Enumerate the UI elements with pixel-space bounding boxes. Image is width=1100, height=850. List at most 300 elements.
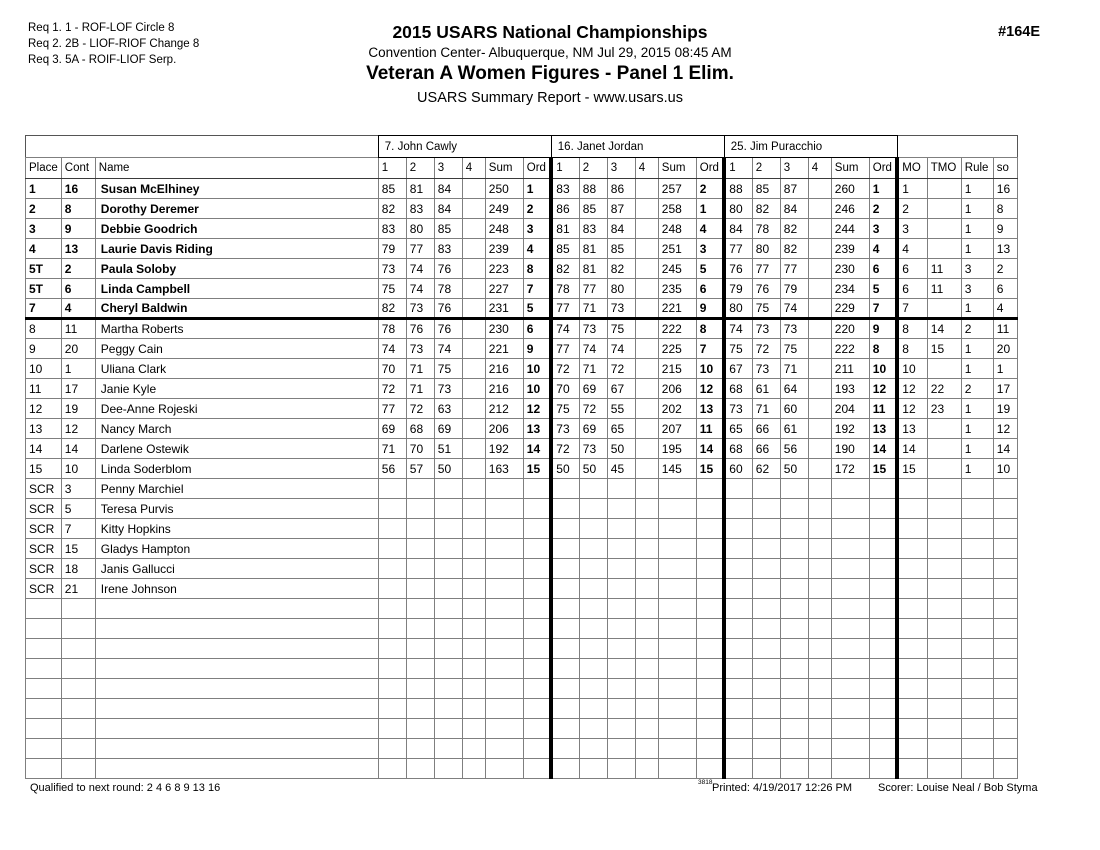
form-code: 3818 [698,779,713,786]
so-cell [993,539,1017,559]
score-cell-j2-1: 72 [551,439,579,459]
score-cell-j2-2 [579,659,607,679]
score-cell-j3-4 [808,399,831,419]
score-cell-j3-6: 7 [869,299,897,319]
score-cell-j3-3 [780,619,808,639]
score-cell-j3-3: 60 [780,399,808,419]
score-cell-j1-6: 10 [523,359,551,379]
table-row [26,239,1018,259]
score-cell-j1-5: 250 [485,179,523,199]
table-row [26,299,1018,319]
name-cell: Kitty Hopkins [95,519,378,539]
score-cell-j1-1 [378,499,406,519]
score-cell-j1-1: 83 [378,219,406,239]
score-cell-j1-6: 14 [523,439,551,459]
score-cell-j3-2: 61 [752,379,780,399]
score-cell-j2-1 [551,759,579,779]
so-cell [993,619,1017,639]
score-cell-j3-6: 6 [869,259,897,279]
score-cell-j3-5 [831,739,869,759]
tmo-cell [927,359,961,379]
mo-cell: 10 [897,359,927,379]
table-row [26,639,1018,659]
score-cell-j3-4 [808,699,831,719]
so-cell: 12 [993,419,1017,439]
score-cell-j3-2: 66 [752,419,780,439]
rule-cell [961,479,993,499]
name-cell [95,599,378,619]
rule-cell: 3 [961,279,993,299]
qualified-note: Qualified to next round: 2 4 6 8 9 13 16 [30,782,221,794]
score-cell-j1-4 [462,579,485,599]
place-cell: 4 [26,239,62,259]
score-cell-j3-6: 10 [869,359,897,379]
score-cell-j3-6 [869,699,897,719]
score-cell-j2-1: 50 [551,459,579,479]
so-cell: 11 [993,319,1017,339]
score-cell-j3-6: 12 [869,379,897,399]
score-cell-j2-1 [551,539,579,559]
place-cell: SCR [26,579,62,599]
score-cell-j1-3 [434,539,462,559]
score-cell-j3-1: 75 [724,339,752,359]
score-cell-j2-6: 9 [696,299,724,319]
score-cell-j1-3: 73 [434,379,462,399]
score-cell-j3-2: 76 [752,279,780,299]
score-cell-j1-6: 4 [523,239,551,259]
score-cell-j2-1: 75 [551,399,579,419]
score-cell-j3-1: 73 [724,399,752,419]
score-cell-j3-4 [808,519,831,539]
tmo-cell: 11 [927,259,961,279]
col-header-j1-2: 2 [406,158,434,179]
score-cell-j2-3 [607,639,635,659]
score-cell-j2-4 [635,739,658,759]
score-cell-j1-6: 7 [523,279,551,299]
cont-cell: 21 [61,579,95,599]
score-cell-j1-1: 75 [378,279,406,299]
score-cell-j3-4 [808,659,831,679]
score-cell-j2-3 [607,699,635,719]
name-cell: Debbie Goodrich [95,219,378,239]
score-cell-j2-3: 72 [607,359,635,379]
score-cell-j3-4 [808,359,831,379]
judge-name-3: 25. Jim Puracchio [724,136,897,158]
score-cell-j1-5: 221 [485,339,523,359]
so-cell: 8 [993,199,1017,219]
score-cell-j3-6: 13 [869,419,897,439]
requirement-line-3: Req 3. 5A - ROIF-LIOF Serp. [28,54,177,66]
score-cell-j3-4 [808,299,831,319]
score-cell-j1-2 [406,639,434,659]
score-cell-j1-5 [485,639,523,659]
score-cell-j2-6: 5 [696,259,724,279]
score-cell-j1-1 [378,679,406,699]
tmo-cell [927,299,961,319]
score-cell-j1-2 [406,539,434,559]
score-cell-j1-6: 12 [523,399,551,419]
score-cell-j1-1 [378,519,406,539]
tmo-cell [927,479,961,499]
score-cell-j2-1: 85 [551,239,579,259]
score-cell-j3-6: 11 [869,399,897,419]
requirement-line-1: Req 1. 1 - ROF-LOF Circle 8 [28,22,175,34]
score-cell-j2-3: 80 [607,279,635,299]
score-cell-j2-5: 145 [658,459,696,479]
name-cell: Linda Campbell [95,279,378,299]
score-cell-j3-2: 73 [752,359,780,379]
score-cell-j2-3 [607,539,635,559]
score-cell-j3-2 [752,539,780,559]
score-cell-j2-3 [607,739,635,759]
score-cell-j2-1: 70 [551,379,579,399]
table-row [26,459,1018,479]
score-cell-j1-5: 216 [485,359,523,379]
score-cell-j2-5: 222 [658,319,696,339]
score-cell-j3-3: 87 [780,179,808,199]
score-cell-j3-6 [869,579,897,599]
score-cell-j2-6: 4 [696,219,724,239]
score-cell-j3-3 [780,739,808,759]
score-cell-j2-5: 207 [658,419,696,439]
table-row [26,479,1018,499]
score-cell-j3-5 [831,619,869,639]
score-cell-j3-5: 229 [831,299,869,319]
name-cell [95,739,378,759]
tmo-cell [927,499,961,519]
score-cell-j3-5: 204 [831,399,869,419]
mo-cell: 4 [897,239,927,259]
score-cell-j2-2: 69 [579,419,607,439]
name-cell: Janis Gallucci [95,559,378,579]
score-cell-j3-5: 220 [831,319,869,339]
rule-cell: 1 [961,439,993,459]
score-cell-j1-5: 249 [485,199,523,219]
score-cell-j3-6 [869,739,897,759]
score-cell-j2-6 [696,579,724,599]
score-cell-j1-3 [434,739,462,759]
cont-cell: 11 [61,319,95,339]
score-cell-j3-4 [808,319,831,339]
score-cell-j1-2: 83 [406,199,434,219]
score-cell-j2-4 [635,499,658,519]
score-cell-j3-3: 64 [780,379,808,399]
score-cell-j3-2 [752,719,780,739]
requirement-line-2: Req 2. 2B - LIOF-RIOF Change 8 [28,38,200,50]
score-cell-j1-5 [485,759,523,779]
name-cell [95,619,378,639]
cont-cell: 5 [61,499,95,519]
tmo-cell [927,639,961,659]
score-cell-j2-4 [635,579,658,599]
so-cell: 13 [993,239,1017,259]
score-cell-j2-3: 82 [607,259,635,279]
score-cell-j2-1 [551,599,579,619]
score-cell-j3-5 [831,599,869,619]
rule-cell: 1 [961,459,993,479]
place-cell: 5T [26,259,62,279]
score-cell-j1-5: 231 [485,299,523,319]
table-row [26,319,1018,339]
tmo-cell [927,599,961,619]
score-cell-j3-4 [808,279,831,299]
so-cell [993,559,1017,579]
score-cell-j2-1: 83 [551,179,579,199]
score-cell-j3-4 [808,179,831,199]
rule-cell: 1 [961,239,993,259]
score-cell-j3-2 [752,759,780,779]
mo-cell [897,499,927,519]
score-cell-j3-4 [808,639,831,659]
score-cell-j1-1: 79 [378,239,406,259]
col-header-j3-3: 3 [780,158,808,179]
score-cell-j2-6 [696,759,724,779]
place-cell: SCR [26,559,62,579]
mo-cell [897,679,927,699]
rule-cell [961,579,993,599]
score-cell-j2-1: 81 [551,219,579,239]
score-cell-j3-2 [752,659,780,679]
cont-cell: 16 [61,179,95,199]
score-cell-j3-2: 80 [752,239,780,259]
cont-cell: 3 [61,479,95,499]
score-cell-j3-2: 75 [752,299,780,319]
score-cell-j2-3 [607,579,635,599]
so-cell: 6 [993,279,1017,299]
score-cell-j3-5 [831,699,869,719]
col-header-j2-3: 3 [607,158,635,179]
score-cell-j3-5: 190 [831,439,869,459]
name-cell: Martha Roberts [95,319,378,339]
score-cell-j2-2: 73 [579,439,607,459]
place-cell [26,639,62,659]
score-cell-j2-5 [658,539,696,559]
score-cell-j3-6 [869,639,897,659]
score-cell-j1-6: 5 [523,299,551,319]
score-cell-j1-3 [434,599,462,619]
score-cell-j1-6: 9 [523,339,551,359]
mo-cell: 12 [897,379,927,399]
score-cell-j1-4 [462,599,485,619]
score-cell-j3-4 [808,219,831,239]
place-cell: SCR [26,519,62,539]
judge-row-spacer-left [26,136,379,158]
score-cell-j1-2: 68 [406,419,434,439]
score-cell-j3-3 [780,539,808,559]
score-cell-j3-5 [831,499,869,519]
score-cell-j3-3: 84 [780,199,808,219]
place-cell [26,659,62,679]
score-cell-j2-5: 215 [658,359,696,379]
score-cell-j1-1 [378,639,406,659]
score-cell-j2-6 [696,659,724,679]
score-cell-j3-3: 74 [780,299,808,319]
so-cell [993,579,1017,599]
rule-cell [961,679,993,699]
score-cell-j2-4 [635,699,658,719]
col-header-j1-sum: Sum [485,158,523,179]
rule-cell: 1 [961,339,993,359]
name-cell [95,639,378,659]
so-cell [993,679,1017,699]
tmo-cell [927,459,961,479]
score-cell-j3-4 [808,379,831,399]
rule-cell: 2 [961,319,993,339]
score-cell-j1-4 [462,619,485,639]
score-cell-j3-5 [831,559,869,579]
score-cell-j2-3 [607,499,635,519]
score-cell-j1-2: 71 [406,359,434,379]
score-cell-j2-2: 50 [579,459,607,479]
score-cell-j2-4 [635,419,658,439]
score-cell-j3-5 [831,639,869,659]
name-cell [95,699,378,719]
score-cell-j1-6 [523,659,551,679]
col-header-j3-1: 1 [724,158,752,179]
tmo-cell [927,539,961,559]
score-cell-j1-1 [378,739,406,759]
place-cell: 13 [26,419,62,439]
score-cell-j3-3: 82 [780,219,808,239]
score-cell-j1-5 [485,719,523,739]
score-cell-j2-1 [551,479,579,499]
score-cell-j1-1 [378,619,406,639]
score-cell-j3-1 [724,739,752,759]
score-cell-j3-4 [808,759,831,779]
cont-cell [61,679,95,699]
score-cell-j1-1: 73 [378,259,406,279]
score-cell-j2-4 [635,239,658,259]
table-row [26,499,1018,519]
score-cell-j3-2 [752,519,780,539]
score-cell-j1-5: 223 [485,259,523,279]
place-cell: SCR [26,499,62,519]
score-cell-j1-2: 73 [406,339,434,359]
score-cell-j3-5 [831,759,869,779]
score-cell-j1-3: 85 [434,219,462,239]
score-cell-j3-6 [869,559,897,579]
results-table [25,135,1018,779]
place-cell: SCR [26,479,62,499]
score-cell-j1-5: 163 [485,459,523,479]
score-cell-j2-2: 83 [579,219,607,239]
tmo-cell [927,179,961,199]
name-cell [95,679,378,699]
score-cell-j2-6: 15 [696,459,724,479]
name-cell [95,719,378,739]
score-cell-j3-5: 230 [831,259,869,279]
name-cell: Dee-Anne Rojeski [95,399,378,419]
place-cell [26,679,62,699]
score-cell-j2-2 [579,699,607,719]
score-cell-j2-4 [635,619,658,639]
mo-cell: 12 [897,399,927,419]
score-cell-j3-2 [752,699,780,719]
score-cell-j2-2 [579,479,607,499]
place-cell [26,739,62,759]
table-row [26,199,1018,219]
score-cell-j2-2: 77 [579,279,607,299]
score-cell-j3-2: 85 [752,179,780,199]
score-cell-j2-5: 195 [658,439,696,459]
score-cell-j3-2: 73 [752,319,780,339]
tmo-cell [927,419,961,439]
score-cell-j2-5: 257 [658,179,696,199]
score-cell-j2-6: 3 [696,239,724,259]
score-cell-j2-5: 206 [658,379,696,399]
score-cell-j3-5 [831,659,869,679]
score-cell-j2-4 [635,319,658,339]
venue-date-line: Convention Center- Albuquerque, NM Jul 29, 2015 08:45 AM [368,45,732,60]
score-cell-j3-4 [808,579,831,599]
rule-cell: 1 [961,179,993,199]
name-cell: Peggy Cain [95,339,378,359]
score-cell-j3-2 [752,559,780,579]
rule-cell: 1 [961,399,993,419]
score-cell-j1-2: 77 [406,239,434,259]
score-cell-j1-5 [485,739,523,759]
cont-cell [61,639,95,659]
col-header-j3-ord: Ord [869,158,897,179]
cont-cell: 18 [61,559,95,579]
score-cell-j1-1: 78 [378,319,406,339]
score-cell-j2-4 [635,479,658,499]
score-cell-j3-1 [724,699,752,719]
score-cell-j1-1: 70 [378,359,406,379]
name-cell: Laurie Davis Riding [95,239,378,259]
score-cell-j3-5 [831,519,869,539]
cont-cell: 7 [61,519,95,539]
score-cell-j1-3 [434,679,462,699]
cont-cell: 13 [61,239,95,259]
rule-cell: 1 [961,359,993,379]
score-cell-j3-6 [869,719,897,739]
score-cell-j2-4 [635,659,658,679]
col-header-j2-1: 1 [551,158,579,179]
so-cell [993,739,1017,759]
score-cell-j1-2 [406,759,434,779]
tmo-cell [927,219,961,239]
rule-cell: 1 [961,419,993,439]
score-cell-j2-3: 86 [607,179,635,199]
score-cell-j1-3 [434,519,462,539]
table-row [26,379,1018,399]
score-cell-j1-4 [462,479,485,499]
score-cell-j3-4 [808,459,831,479]
score-cell-j1-2: 70 [406,439,434,459]
tmo-cell [927,679,961,699]
score-cell-j3-4 [808,439,831,459]
name-cell: Irene Johnson [95,579,378,599]
place-cell: 11 [26,379,62,399]
mo-cell: 8 [897,319,927,339]
score-cell-j3-4 [808,499,831,519]
mo-cell [897,519,927,539]
score-cell-j3-4 [808,419,831,439]
score-cell-j1-5: 227 [485,279,523,299]
score-cell-j2-5 [658,639,696,659]
tmo-cell [927,579,961,599]
score-cell-j1-1 [378,719,406,739]
score-cell-j3-6 [869,659,897,679]
score-cell-j1-6 [523,639,551,659]
tmo-cell [927,559,961,579]
score-cell-j1-4 [462,559,485,579]
score-cell-j3-1 [724,639,752,659]
score-cell-j3-1 [724,479,752,499]
score-cell-j2-2 [579,619,607,639]
score-cell-j2-5: 245 [658,259,696,279]
